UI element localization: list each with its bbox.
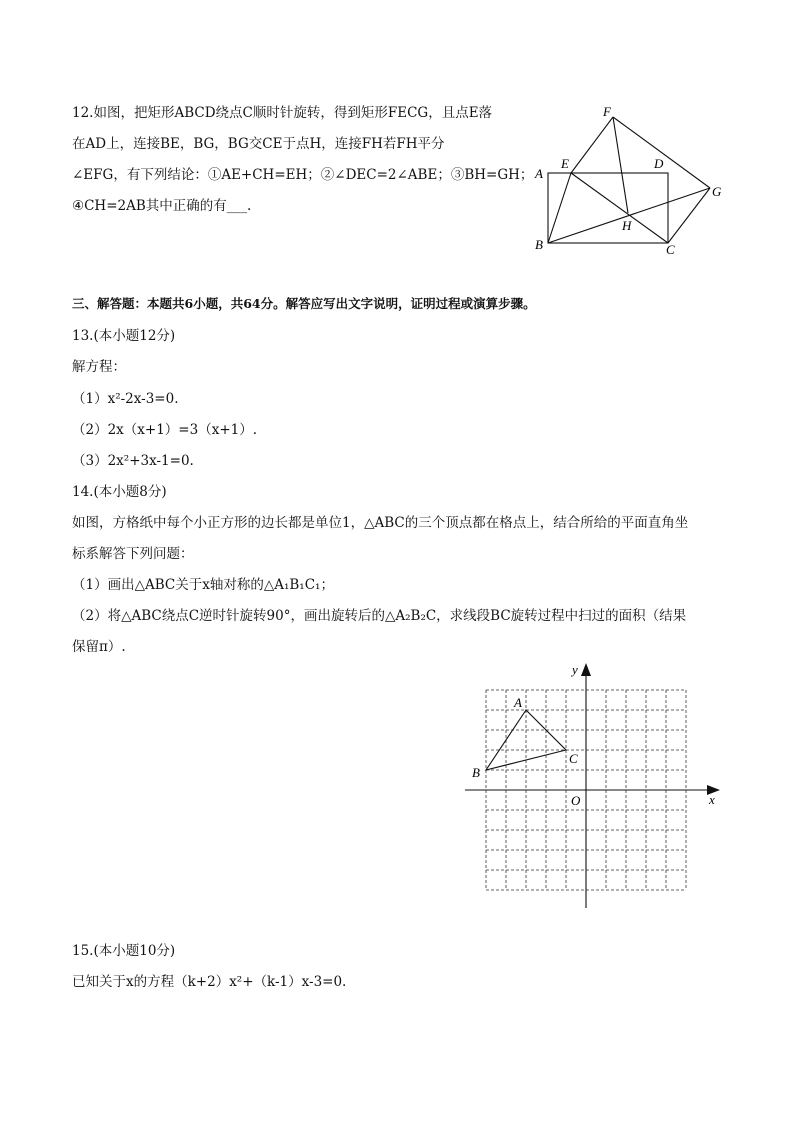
label-E: E xyxy=(561,156,569,171)
point-C-label: C xyxy=(569,751,578,766)
label-D: D xyxy=(654,156,664,171)
q14-line-2: 标系解答下列问题： xyxy=(72,546,194,562)
q13-intro: 解方程： xyxy=(72,359,126,375)
q14-line-5: 保留π）. xyxy=(72,639,126,655)
section-3-heading: 三、解答题：本题共6小题，共64分。解答应写出文字说明，证明过程或演算步骤。 xyxy=(72,296,536,311)
q12-line-3: ∠EFG，有下列结论：①AE+CH=EH；②∠DEC=2∠ABE；③BH=GH； xyxy=(72,167,534,183)
q13-item-2: （2）2x（x+1）=3（x+1）. xyxy=(72,422,258,438)
q14-line-1: 如图，方格纸中每个小正方形的边长都是单位1，△ABC的三个顶点都在格点上，结合所给的平面直角坐 xyxy=(72,515,689,531)
q12-line-2: 在AD上，连接BE，BG，BG交CE于点H，连接FH若FH平分 xyxy=(72,136,445,152)
q13-item-3: （3）2x²+3x-1=0. xyxy=(72,453,194,469)
q15-line: 已知关于x的方程（k+2）x²+（k-1）x-3=0. xyxy=(72,974,347,990)
origin-label: O xyxy=(571,793,581,808)
q14-header: 14.(本小题8分) xyxy=(72,484,167,500)
q12-line-4: ④CH=2AB其中正确的有___. xyxy=(72,198,252,214)
axis-y-label: y xyxy=(572,662,578,677)
q13-item-1: （1）x²-2x-3=0. xyxy=(72,391,179,407)
q14-grid-figure xyxy=(455,655,730,915)
q14-line-4: （2）将△ABC绕点C逆时针旋转90°，画出旋转后的△A₂B₂C，求线段BC旋转过程中扫过的面积（结果 xyxy=(72,608,687,624)
label-F: F xyxy=(603,104,611,119)
point-A-label: A xyxy=(514,695,522,710)
label-A: A xyxy=(535,166,543,181)
label-B: B xyxy=(535,237,543,252)
q14-line-3: （1）画出△ABC关于x轴对称的△A₁B₁C₁； xyxy=(72,577,334,593)
label-C: C xyxy=(666,242,675,257)
q12-line-1: 12.如图，把矩形ABCD绕点C顺时针旋转，得到矩形FECG，且点E落 xyxy=(72,105,493,121)
q12-rectangle-figure xyxy=(525,100,735,260)
label-G: G xyxy=(712,184,722,199)
q15-header: 15.(本小题10分) xyxy=(72,943,176,959)
axis-x-label: x xyxy=(709,792,715,807)
label-H: H xyxy=(622,218,632,233)
point-B-label: B xyxy=(472,765,480,780)
q13-header: 13.(本小题12分) xyxy=(72,328,176,344)
